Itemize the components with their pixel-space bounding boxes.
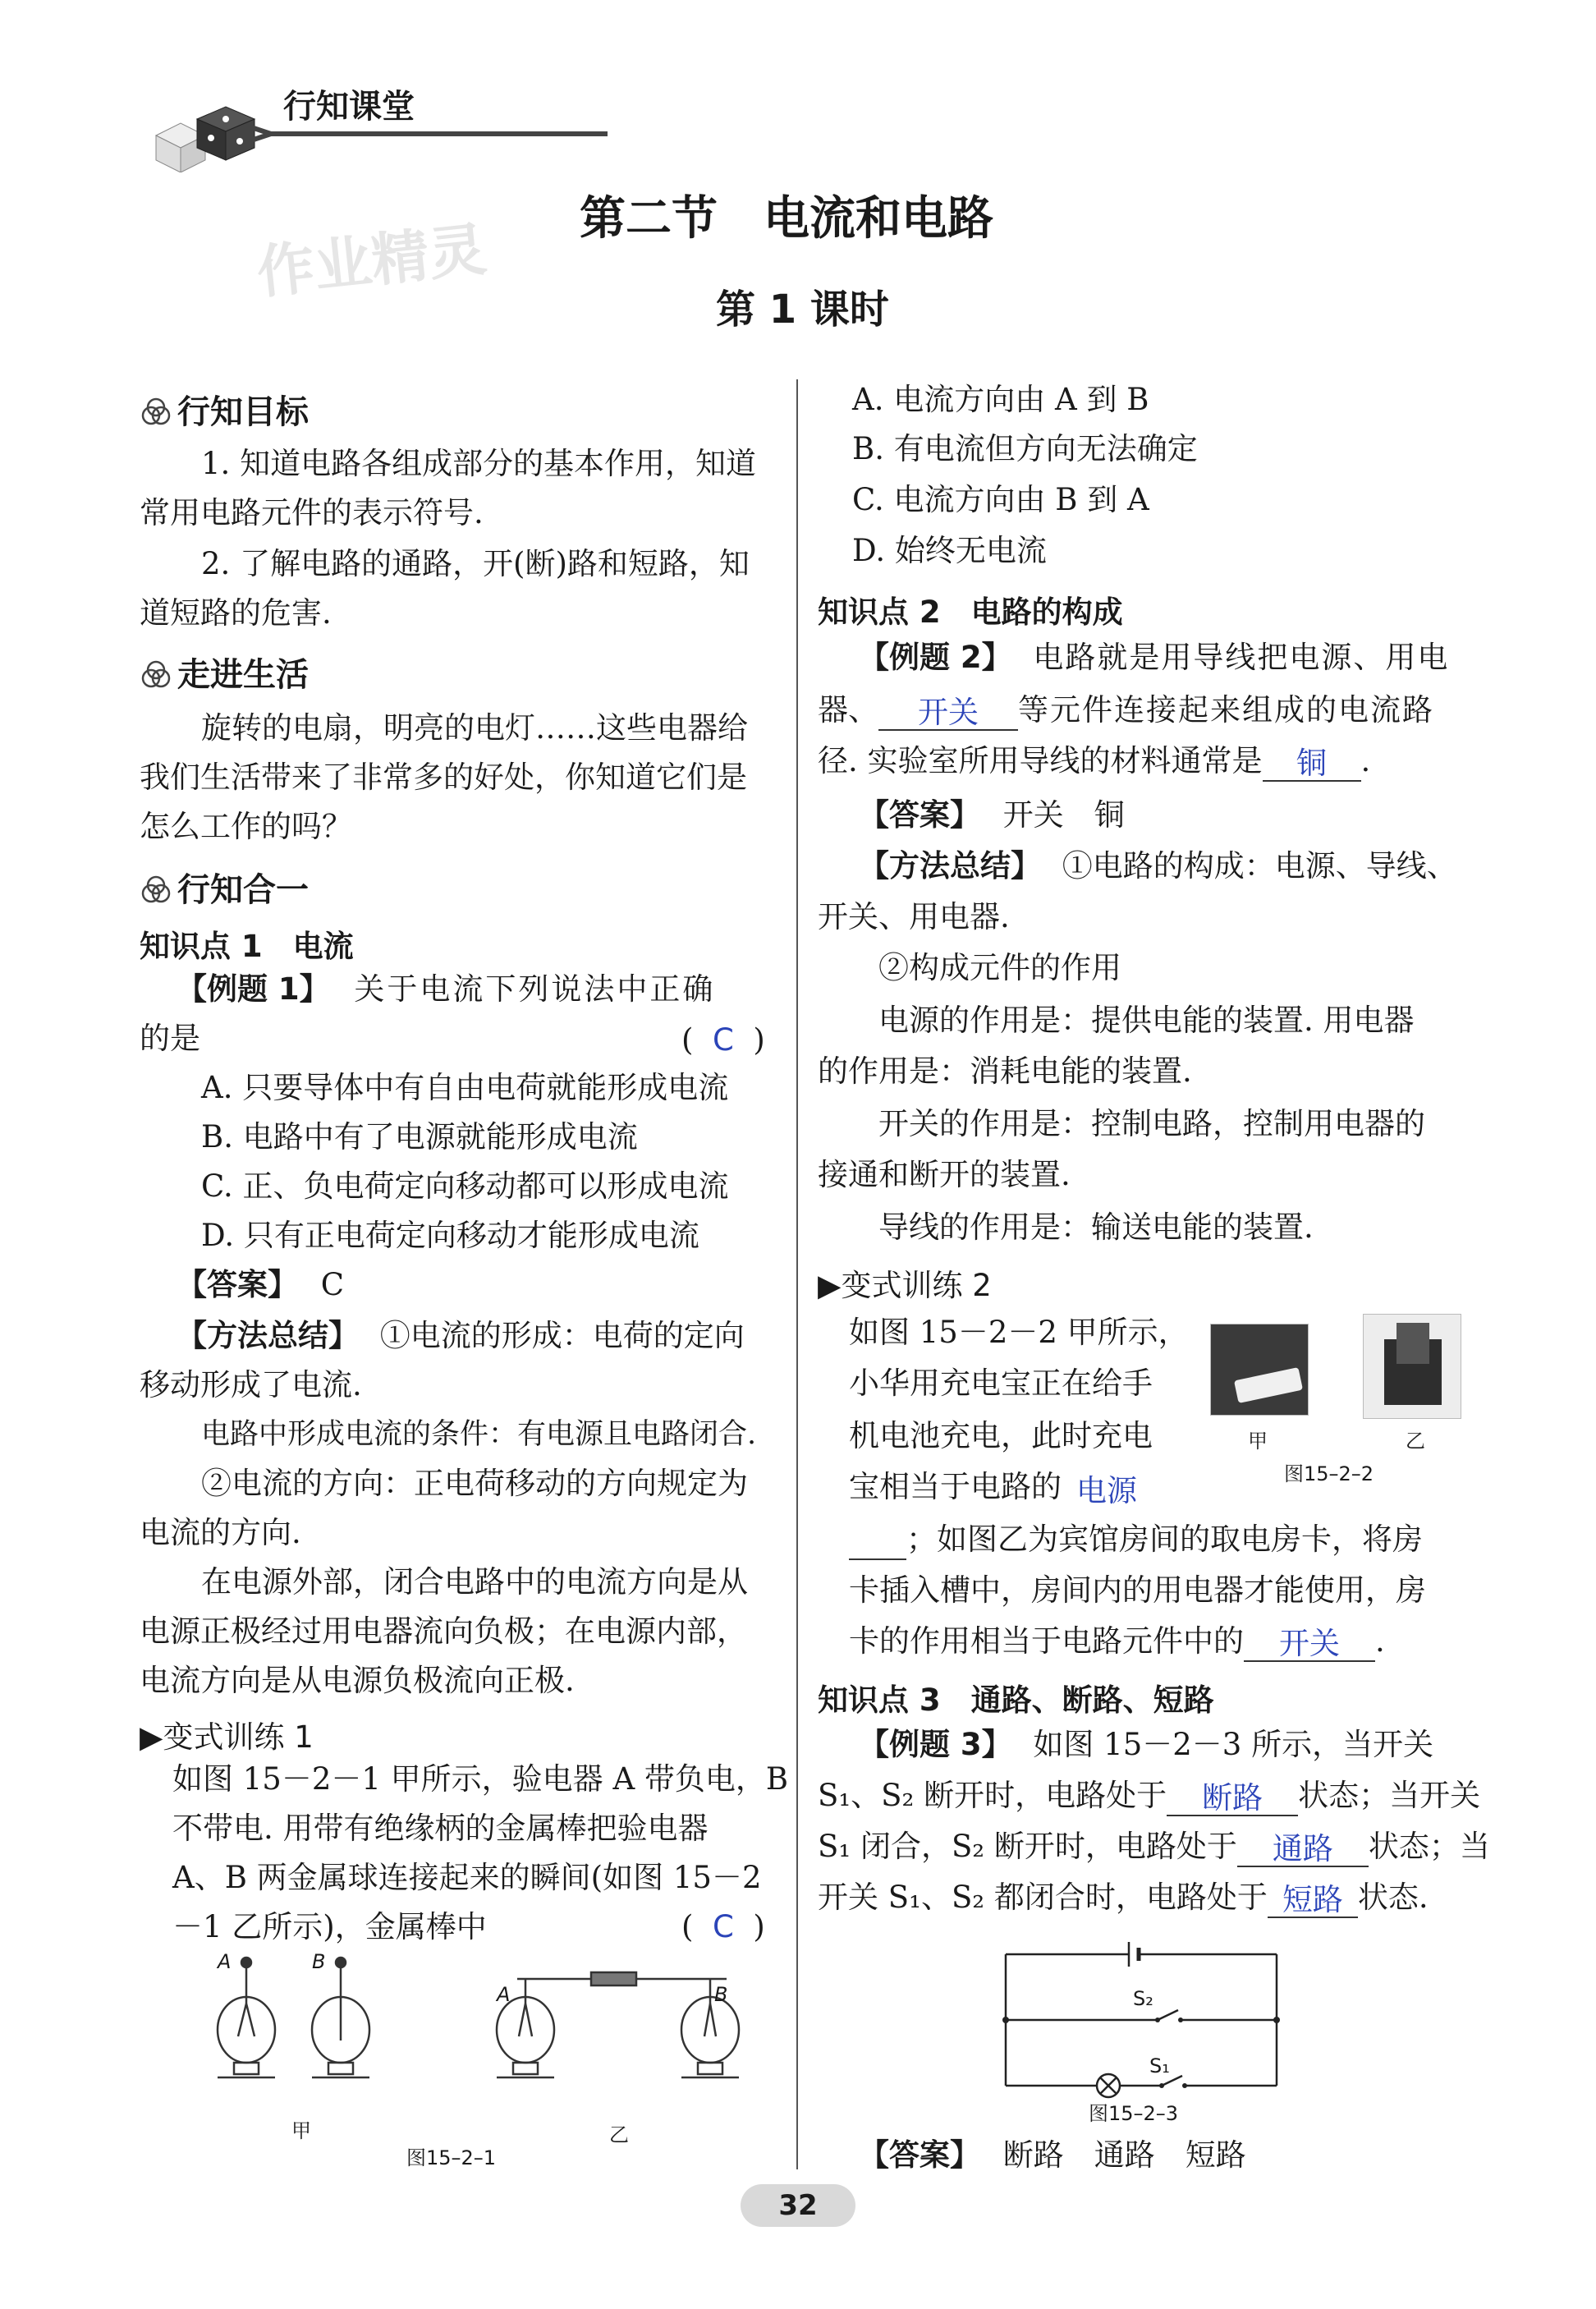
watermark: 作业精灵 [254,215,490,307]
variation-2-line-6: 卡插入槽中，房间内的用电器才能使用，房 [849,1572,1426,1608]
connected-electroscopes [497,1972,739,2077]
room-card [1396,1323,1429,1364]
example-3-text-4b: 状态. [1357,1880,1429,1915]
example-1-key [177,1265,344,1306]
life-heading: 走进生活 [140,649,309,695]
method-2-line-1 [859,846,1457,887]
example-2-text-3: 径. 实验室所用导线的材料通常是 [818,743,1263,778]
goals-line-4: 道短路的危害. [140,595,332,631]
header-brand: 行知课堂 [283,88,415,126]
switch-s2 [1158,2010,1178,2020]
variation-2-line-1: 如图 15－2－2 甲所示， [849,1315,1189,1350]
variation-1-option-c: C. 电流方向由 B 到 A [852,482,1149,517]
method-1-line-5: 电流的方向. [140,1515,301,1550]
example-3-stem [859,1724,1433,1765]
figure-15-2-3-circuit [1002,1938,1281,2102]
electroscope-a [218,1958,275,2077]
example-3-key-value: 断路 通路 短路 [1002,2137,1246,2173]
method-2-line-2: 开关、用电器. [818,899,1010,934]
example-3-text-4a: 开关 S₁、S₂ 都闭合时，电路处于 [818,1880,1268,1915]
variation-2-blank-1-underline [849,1558,906,1560]
method-2-line-3: ②构成元件的作用 [878,950,1121,985]
goals-line-2: 常用电路元件的表示符号. [140,495,484,530]
method-1-line-7: 电源正极经过用电器流向负极；在电源内部， [140,1614,747,1649]
example-2-line-2 [818,690,1434,731]
fig1-label-jia: 甲 [291,2119,311,2142]
example-2-mid: 等元件连接起来组成的电流路 [1018,692,1434,728]
variation-1-line-4: －1 乙所示)，金属棒中 [172,1909,487,1944]
variation-1-heading: ▶变式训练 1 [140,1719,314,1755]
answer-tag: 【答案】 [859,2137,980,2173]
example-1-answer: C [712,1022,734,1058]
power-bank-photo [1210,1324,1309,1416]
variation-2-text-5: ；如图乙为宾馆房间的取电房卡，将房 [906,1522,1423,1557]
example-3-key [859,2135,1246,2176]
variation-1-line-2: 不带电. 用带有绝缘柄的金属棒把验电器 [172,1811,709,1846]
page-number: 32 [778,2189,818,2222]
example-3-text-2a: S₁、S₂ 断开时，电路处于 [818,1778,1167,1813]
method-tag: 【方法总结】 [177,1318,359,1353]
example-1-stem-2: 的是 [140,1021,200,1056]
lesson-subtitle: 第 1 课时 [716,287,889,333]
method-1-text: ①电流的形成：电荷的定向 [379,1318,745,1353]
circles-icon [140,660,172,693]
example-1-stem [177,969,715,1010]
power-bank-body [1234,1367,1303,1403]
fig2-caption: 图15–2–2 [1284,1462,1374,1485]
example-2-blank-1: 开关 [878,696,1018,731]
variation-2-heading: ▶变式训练 2 [818,1268,992,1303]
example-3-tag: 【例题 3】 [859,1727,1012,1762]
example-2-period: . [1360,743,1371,778]
variation-1-answer: C [712,1909,734,1944]
example-2-key-value: 开关 铜 [1002,797,1125,833]
example-1-key-value: C [320,1267,345,1302]
example-2-text: 电路就是用导线把电源、用电 [1033,640,1450,675]
electroscope-b [312,1958,369,2077]
method-1-line-6: 在电源外部，闭合电路中的电流方向是从 [201,1564,748,1600]
knowledge-point-1: 知识点 1 电流 [140,929,354,964]
example-2-tag: 【例题 2】 [859,640,1012,675]
room-card-photo [1363,1314,1461,1419]
method-1-line-3: 电路中形成电流的条件：有电源且电路闭合. [201,1418,757,1451]
fig3-label-s1: S₁ [1149,2054,1170,2077]
method-1-line-1 [177,1315,745,1356]
method-2-line-4: 电源的作用是：提供电能的装置. 用电器 [878,1003,1415,1038]
knowledge-point-3: 知识点 3 通路、断路、短路 [818,1682,1214,1718]
variation-2-text-4: 宝相当于电路的 [849,1469,1062,1504]
fig1-label-a2: A [497,1983,511,2006]
method-2-line-8: 导线的作用是：输送电能的装置. [878,1210,1314,1245]
example-1-option-a: A. 只要导体中有自由电荷就能形成电流 [201,1070,729,1105]
method-1-line-2: 移动形成了电流. [140,1367,362,1402]
variation-2-period: . [1375,1623,1385,1659]
method-2-line-6: 开关的作用是：控制电路，控制用电器的 [878,1106,1425,1141]
variation-2-line-2: 小华用充电宝正在给手 [849,1366,1153,1401]
knowledge-point-2: 知识点 2 电路的构成 [818,594,1123,630]
method-1-line-8: 电流方向是从电源负极流向正极. [140,1663,575,1698]
answer-tag: 【答案】 [177,1267,298,1302]
method-2-text: ①电路的构成：电源、导线、 [1062,848,1457,884]
goals-line-3: 2. 了解电路的通路，开(断)路和短路，知 [201,546,750,581]
example-3-text-2b: 状态；当开关 [1298,1778,1481,1813]
variation-2-blank-1: 电源 [1076,1473,1137,1508]
circles-icon [140,875,172,908]
method-tag: 【方法总结】 [859,848,1041,884]
goals-heading: 行知目标 [140,386,309,433]
example-1-option-c: C. 正、负电荷定向移动都可以形成电流 [201,1168,729,1204]
example-3-text: 如图 15－2－3 所示，当开关 [1033,1727,1434,1762]
answer-tag: 【答案】 [859,797,980,833]
example-3-text-3a: S₁ 闭合，S₂ 断开时，电路处于 [818,1829,1237,1864]
variation-2-line-7 [849,1621,1385,1662]
example-3-line-3 [818,1826,1490,1867]
variation-2-line-5 [849,1519,1423,1560]
column-divider [796,379,798,2169]
example-3-blank-2: 通路 [1237,1833,1369,1867]
example-1-option-b: B. 电路中有了电源就能形成电流 [201,1119,638,1154]
method-2-line-5: 的作用是：消耗电能的装置. [818,1054,1192,1089]
variation-2-line-4 [849,1467,1152,1508]
unity-heading: 行知合一 [140,864,309,911]
fig3-label-s2: S₂ [1133,1987,1153,2010]
variation-1-option-d: D. 始终无电流 [852,533,1047,568]
example-2-key [859,795,1125,836]
fig1-caption: 图15–2–1 [406,2146,497,2169]
example-3-line-2 [818,1775,1480,1816]
example-2-stem [859,637,1449,678]
example-1-answer-bracket: ( C ) [681,1022,765,1058]
example-3-line-4 [818,1877,1429,1918]
fig1-label-yi: 乙 [609,2123,629,2146]
fig2-label-jia: 甲 [1248,1430,1268,1453]
method-1-line-4: ②电流的方向：正电荷移动的方向规定为 [201,1466,748,1501]
variation-1-answer-bracket: ( C ) [681,1909,765,1944]
example-3-blank-3: 短路 [1268,1884,1358,1918]
fig1-label-b2: B [714,1983,728,2006]
variation-2-text-7: 卡的作用相当于电路元件中的 [849,1623,1244,1659]
variation-1-line-3: A、B 两金属球连接起来的瞬间(如图 15－2 [172,1860,762,1895]
example-3-blank-1: 断路 [1167,1782,1298,1816]
life-line-3: 怎么工作的吗？ [140,809,352,844]
fig1-label-b: B [312,1950,326,1973]
page-title: 第二节 电流和电路 [580,192,993,246]
page-number-badge [741,2184,855,2227]
goals-line-1: 1. 知道电路各组成部分的基本作用，知道 [201,446,757,481]
example-1-option-d: D. 只有正电荷定向移动才能形成电流 [201,1218,699,1253]
life-line-1: 旋转的电扇，明亮的电灯……这些电器给 [201,710,748,746]
header-rule [246,122,608,146]
life-line-2: 我们生活带来了非常多的好处，你知道它们是 [140,760,747,795]
fig1-label-a: A [218,1950,232,1973]
fig3-caption: 图15–2–3 [1089,2102,1179,2125]
example-2-pre: 器、 [818,692,878,728]
example-3-text-3b: 状态；当 [1368,1829,1490,1864]
method-2-line-7: 接通和断开的装置. [818,1157,1071,1192]
example-1-tag: 【例题 1】 [177,971,330,1007]
fig2-label-yi: 乙 [1406,1430,1425,1453]
variation-2-line-3: 机电池充电，此时充电 [849,1418,1153,1453]
example-2-blank-2: 铜 [1263,747,1361,782]
figure-15-2-1 [205,1954,747,2110]
variation-1-option-a: A. 电流方向由 A 到 B [852,382,1149,417]
variation-1-line-1: 如图 15－2－1 甲所示，验电器 A 带负电，B [172,1761,789,1797]
variation-1-option-b: B. 有电流但方向无法确定 [852,431,1198,466]
example-1-text: 关于电流下列说法中正确 [354,971,716,1007]
example-2-line-3 [818,741,1370,782]
variation-2-blank-2: 开关 [1244,1627,1375,1662]
circles-icon [140,397,172,430]
